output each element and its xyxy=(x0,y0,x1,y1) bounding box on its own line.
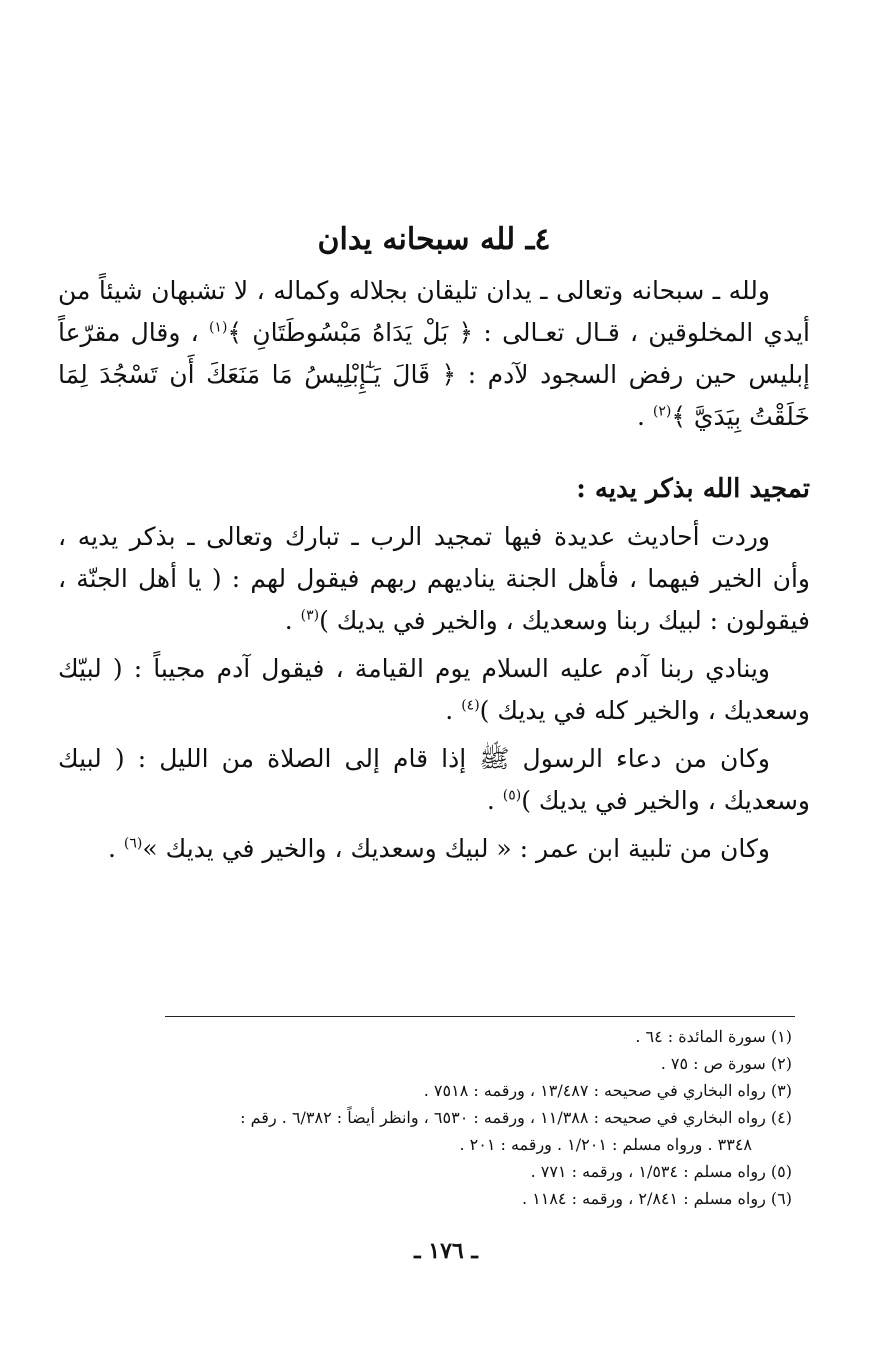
paragraph-prophet-dua xyxy=(58,738,810,822)
paragraph-hands-of-allah xyxy=(58,270,810,438)
paragraph-end: . xyxy=(445,696,462,725)
subheading: تمجيد الله بذكر يديه : xyxy=(576,474,810,504)
footnote-4-continued: ٣٣٤٨ . ورواه مسلم : ١/٢٠١ . ورقمه : ٢٠١ . xyxy=(459,1135,752,1154)
quran-quote: ﴿ بَلْ يَدَاهُ مَبْسُوطَتَانِ ﴾ xyxy=(227,318,474,347)
footnote-4: (٤) رواه البخاري في صحيحه : ١١/٣٨٨ ، ورقمه : ٦٥٣٠ ، وانظر أيضاً : ٦/٣٨٢ . رقم : xyxy=(240,1108,792,1127)
page-number: ـ ١٧٦ ـ xyxy=(414,1238,478,1264)
paragraph-text: ، وقال مقرّعاً إبليس حين رفض السجود لآدم : xyxy=(58,318,810,389)
main-text xyxy=(58,218,810,876)
paragraph-text: ولله ـ سبحانه وتعالى ـ يدان تليقان بجلاله وكماله ، لا تشبهان شيئاً من أيدي المخلوقين ، قـال تعـالى : xyxy=(58,276,810,347)
footnote-6: (٦) رواه مسلم : ٢/٨٤١ ، ورقمه : ١١٨٤ . xyxy=(521,1189,792,1208)
footnote-ref: (٥) xyxy=(502,787,522,804)
paragraph-end: . xyxy=(486,786,503,815)
paragraph-text: . xyxy=(636,402,653,431)
footnote-3: (٣) رواه البخاري في صحيحه : ١٣/٤٨٧ ، ورقمه : ٧٥١٨ . xyxy=(423,1081,792,1100)
footnote-divider xyxy=(165,1016,795,1017)
footnote-ref: (٣) xyxy=(300,607,320,624)
section-title: ٤ـ لله سبحانه يدان xyxy=(317,222,551,257)
paragraph-end: . xyxy=(108,834,124,863)
footnote-5: (٥) رواه مسلم : ١/٥٣٤ ، ورقمه : ٧٧١ . xyxy=(530,1162,792,1181)
footnote-ref: (٢) xyxy=(652,403,672,420)
paragraph-text: وكان من دعاء الرسول ﷺ إذا قام إلى الصلاة من الليل : ( لبيك وسعديك ، والخير في يديك ) xyxy=(58,744,810,815)
footnote-1: (١) سورة المائدة : ٦٤ . xyxy=(635,1027,792,1046)
footnote-ref: (١) xyxy=(208,319,228,336)
paragraph-text: وكان من تلبية ابن عمر : « لبيك وسعديك ، والخير في يديك » xyxy=(142,834,770,863)
paragraph-adam xyxy=(58,648,810,732)
quran-quote: ﴿ قَالَ يَـٰٓإِبْلِيسُ مَا مَنَعَكَ أَن تَسْجُدَ لِمَا خَلَقْتُ بِيَدَيَّ ﴾ xyxy=(58,360,810,431)
paragraph-text: وينادي ربنا آدم عليه السلام يوم القيامة ، فيقول آدم مجيباً : ( لبيّك وسعديك ، والخير كله في يديك ) xyxy=(58,654,810,725)
footnote-2: (٢) سورة ص : ٧٥ . xyxy=(660,1054,792,1073)
paragraph-end: . xyxy=(284,606,301,635)
footnotes xyxy=(50,1023,792,1212)
paragraph-ibn-umar xyxy=(58,828,810,870)
footnote-ref: (٦) xyxy=(123,835,143,852)
paragraph-hadith-intro xyxy=(58,516,810,642)
footnote-ref: (٤) xyxy=(461,697,480,714)
paragraph-text: وردت أحاديث عديدة فيها تمجيد الرب ـ تبارك وتعالى ـ بذكر يديه ، وأن الخير فيهما ، فأهل الجنة يناديهم ربهم فيقول لهم : ( يا أهل الجنّة ، فيقولون : لبيك ربنا وسعديك ، والخير في يديك ) xyxy=(58,522,810,635)
